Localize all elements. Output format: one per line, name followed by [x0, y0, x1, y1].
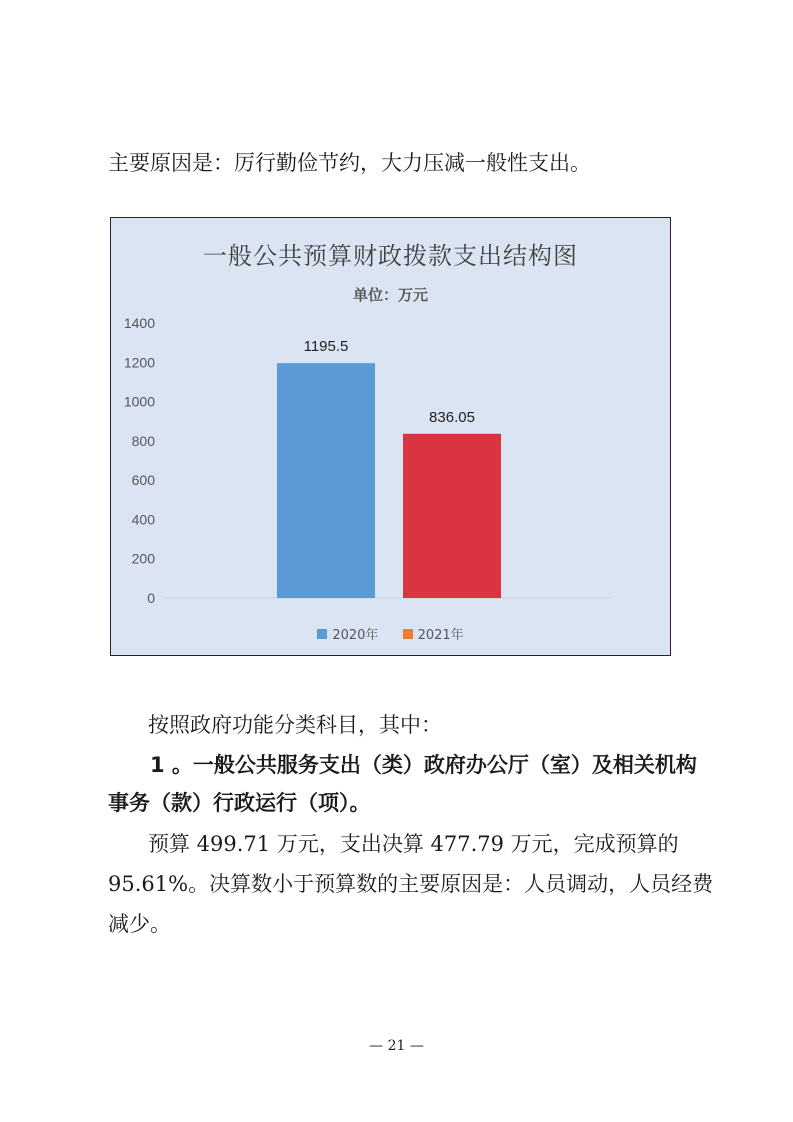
- y-tick-label-800: 800: [131, 432, 155, 449]
- bar-data-label-2021年: 836.05: [429, 408, 475, 426]
- reason-paragraph: 主要原因是：厉行勤俭节约，大力压减一般性支出。: [108, 151, 591, 175]
- chart-unit-label: 单位：万元: [352, 286, 428, 304]
- y-tick-label-1400: 1400: [123, 315, 155, 331]
- legend-label-2021: 2021年: [417, 628, 464, 643]
- y-tick-label-0: 0: [147, 590, 155, 606]
- body-text-line-2: 95.61%。决算数小于预算数的主要原因是：人员调动，人员经费: [108, 872, 714, 896]
- y-tick-label-600: 600: [131, 472, 155, 489]
- legend-item-2021: [403, 624, 464, 643]
- legend-swatch-2021: [403, 629, 413, 639]
- y-tick-label-1000: 1000: [123, 393, 155, 410]
- chart-plot-area: [111, 218, 672, 657]
- y-tick-label-1200: 1200: [123, 354, 155, 371]
- bar-chart: [110, 217, 671, 656]
- bar-data-label-2020年: 1195.5: [303, 338, 349, 356]
- legend-item-2020: [317, 624, 378, 643]
- bar-2020年: [277, 363, 375, 598]
- legend-label-2020: 2020年: [332, 628, 379, 643]
- chart-legend: [111, 624, 670, 643]
- chart-title: 一般公共预算财政拨款支出结构图: [203, 242, 578, 270]
- section-heading-line-2: 事务（款）行政运行（项）。: [108, 791, 371, 815]
- y-tick-label-200: 200: [131, 550, 155, 567]
- body-text-line-1: 预算 499.71 万元，支出决算 477.79 万元，完成预算的: [148, 832, 679, 856]
- bar-2021年: [403, 434, 501, 598]
- section-heading-line-1: 1 。一般公共服务支出（类）政府办公厅（室）及相关机构: [150, 753, 697, 777]
- page-number: — 21 —: [369, 1038, 424, 1054]
- category-intro-paragraph: 按照政府功能分类科目，其中：: [148, 713, 442, 737]
- legend-swatch-2020: [317, 629, 327, 639]
- y-tick-label-400: 400: [131, 511, 155, 528]
- body-text-line-3: 减少。: [108, 912, 171, 936]
